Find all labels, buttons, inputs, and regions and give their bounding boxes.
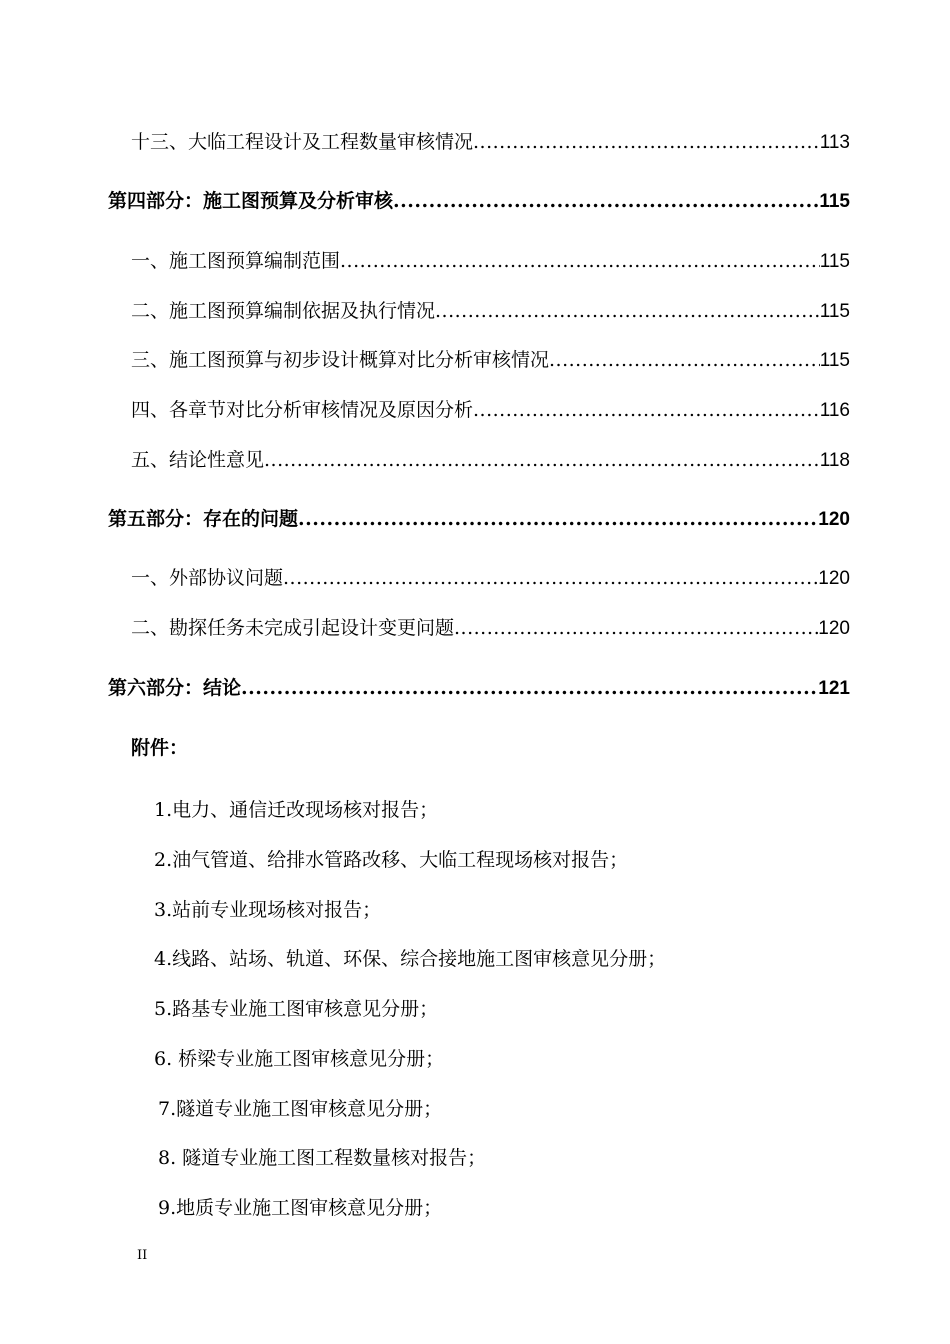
toc-leader-dots bbox=[340, 246, 820, 276]
toc-leader-dots bbox=[549, 345, 820, 375]
toc-leader-dots bbox=[264, 445, 820, 475]
toc-leader-dots bbox=[473, 127, 820, 157]
toc-entry[interactable] bbox=[131, 445, 850, 475]
toc-entry-page: 115 bbox=[819, 251, 850, 272]
toc-entry-title: 二、施工图预算编制依据及执行情况 bbox=[131, 300, 436, 322]
toc-leader-dots bbox=[393, 186, 819, 216]
toc-entry-title: 一、施工图预算编制范围 bbox=[131, 250, 341, 272]
toc-entry-title: 三、施工图预算与初步设计概算对比分析审核情况 bbox=[131, 349, 550, 371]
toc-entry-page: 120 bbox=[818, 509, 850, 530]
attachment-item: 3.站前专业现场核对报告； bbox=[154, 899, 382, 921]
toc-entry-title: 第五部分：存在的问题 bbox=[108, 508, 299, 530]
toc-entry-page: 118 bbox=[819, 450, 850, 471]
attachment-item: 7.隧道专业施工图审核意见分册； bbox=[158, 1098, 443, 1120]
toc-entry-title: 二、勘探任务未完成引起设计变更问题 bbox=[131, 617, 455, 639]
toc-entry[interactable] bbox=[131, 613, 850, 643]
toc-entry-page: 121 bbox=[818, 678, 850, 699]
attachments-heading: 附件： bbox=[131, 737, 189, 759]
toc-entry-title: 十三、大临工程设计及工程数量审核情况 bbox=[131, 131, 474, 153]
attachment-item: 1.电力、通信迁改现场核对报告； bbox=[154, 799, 439, 821]
toc-entry[interactable] bbox=[131, 395, 850, 425]
toc-entry[interactable] bbox=[131, 563, 850, 593]
toc-entry-page: 115 bbox=[819, 191, 850, 212]
toc-leader-dots bbox=[454, 613, 818, 643]
toc-leader-dots bbox=[298, 504, 818, 534]
toc-entry[interactable] bbox=[131, 127, 850, 157]
toc-entry-page: 120 bbox=[818, 618, 850, 639]
toc-entry[interactable] bbox=[131, 296, 850, 326]
attachment-item: 5.路基专业施工图审核意见分册； bbox=[154, 998, 439, 1020]
attachment-item: 6. 桥梁专业施工图审核意见分册； bbox=[154, 1048, 445, 1070]
toc-entry-page: 120 bbox=[818, 568, 850, 589]
toc-entry-title: 五、结论性意见 bbox=[131, 449, 265, 471]
toc-entry-title: 第六部分：结论 bbox=[108, 677, 242, 699]
toc-leader-dots bbox=[241, 673, 818, 703]
toc-entry[interactable] bbox=[131, 246, 850, 276]
attachment-item: 9.地质专业施工图审核意见分册； bbox=[158, 1197, 443, 1219]
toc-entry[interactable] bbox=[131, 345, 850, 375]
toc-entry[interactable] bbox=[108, 504, 850, 534]
toc-entry-page: 115 bbox=[819, 350, 850, 371]
attachment-item: 8. 隧道专业施工图工程数量核对报告； bbox=[158, 1147, 487, 1169]
toc-entry-page: 116 bbox=[819, 400, 850, 421]
attachment-item: 4.线路、站场、轨道、环保、综合接地施工图审核意见分册； bbox=[154, 948, 667, 970]
toc-leader-dots bbox=[283, 563, 818, 593]
toc-entry-title: 四、各章节对比分析审核情况及原因分析 bbox=[131, 399, 474, 421]
attachment-item: 2.油气管道、给排水管路改移、大临工程现场核对报告； bbox=[154, 849, 629, 871]
toc-entry[interactable] bbox=[108, 673, 850, 703]
toc-entry[interactable] bbox=[108, 186, 850, 216]
toc-entry-page: 115 bbox=[819, 301, 850, 322]
page-number: II bbox=[137, 1248, 148, 1263]
toc-entry-title: 一、外部协议问题 bbox=[131, 567, 284, 589]
toc-leader-dots bbox=[473, 395, 820, 425]
toc-leader-dots bbox=[435, 296, 820, 326]
toc-entry-title: 第四部分：施工图预算及分析审核 bbox=[108, 190, 394, 212]
toc-entry-page: 113 bbox=[819, 132, 850, 153]
